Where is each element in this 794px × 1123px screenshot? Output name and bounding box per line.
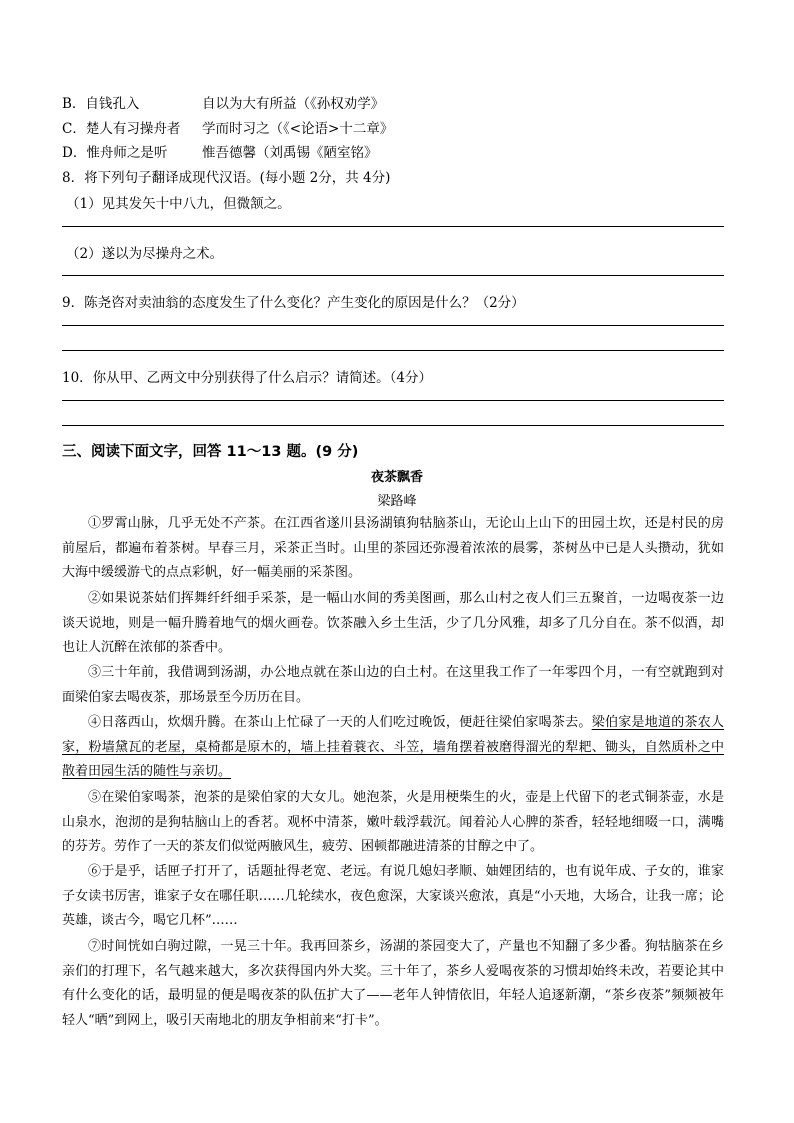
question-8-1: （1）见其发矢十中八九，但微颔之。 (66, 196, 291, 212)
article-author: 梁路峰 (377, 494, 417, 509)
paragraph-1: ①罗霄山脉，几乎无处不产茶。在江西省遂川县汤湖镇狗牯脑茶山，无论山上山下的田园土坎，还是村民的房前屋后，都遍布着茶树。早春三月，采茶正当时。山里的茶园还弥漫着浓浓的晨雾，茶树丛中已是人头攒动，犹如大海中缓缓游弋的点点彩帆，好一幅美丽的采茶图。 (62, 516, 724, 580)
question-10: 10．你从甲、乙两文中分别获得了什么启示？请简述。（4分） (62, 370, 433, 386)
paragraph-6: ⑥于是乎，话匣子打开了，话题扯得老宽、老远。有说几媳妇孝顺、妯娌团结的，也有说年成、子女的，谁家子女读书厉害，谁家子女在哪任职……几轮续水，夜色愈深，大家谈兴愈浓，真是“小天地，大场合，让我一席；论英雄，谈古今，喝它几杯”…… (62, 864, 724, 928)
paragraph-3: ③三十年前，我借调到汤湖，办公地点就在茶山边的白土村。在这里我工作了一年零四个月，一有空就跑到对面梁伯家去喝夜茶，那场景至今历历在目。 (62, 665, 724, 705)
answer-line[interactable] (62, 350, 724, 351)
underlined-sentence: 梁伯家是地道的茶农人家，粉墙黛瓦的老屋，桌椅都是原木的，墙上挂着蓑衣、斗笠，墙角摆着被磨得溜光的犁耙、锄头，自然质朴之中散着田园生活的随性与亲切。 (62, 715, 724, 779)
option-c (62, 117, 393, 137)
answer-line[interactable] (62, 425, 724, 426)
paragraph-2: ②如果说茶姑们挥舞纤纤细手采茶，是一幅山水间的秀美图画，那么山村之夜人们三五聚首，一边喝夜茶一边谈天说地，则是一幅升腾着地气的烟火画卷。饮茶融入乡土生活，少了几分风雅，却多了几分自在。茶不似酒，却也让人沉醉在浓郁的茶香中。 (62, 591, 724, 655)
section-heading: 三、阅读下面文字，回答 11～13 题。(9 分) (62, 444, 359, 460)
option-d-left: D．惟舟师之是听 (62, 145, 168, 161)
option-d-right: 惟吾德馨（刘禹锡《陋室铭》 (202, 145, 378, 161)
option-b (62, 92, 384, 112)
paragraph-4-text: ④日落西山，炊烟升腾。在茶山上忙碌了一天的人们吃过晚饭，便赶往梁伯家喝茶去。 (88, 715, 592, 730)
question-8: 8．将下列句子翻译成现代汉语。(每小题 2分，共 4分) (62, 170, 391, 186)
question-8-2: （2）遂以为尽操舟之术。 (66, 246, 224, 262)
paragraph-4 (62, 711, 724, 785)
article-title: 夜茶飘香 (370, 470, 423, 485)
option-b-left: B．自钱孔入 (62, 96, 140, 112)
question-9: 9．陈尧咨对卖油翁的态度发生了什么变化？产生变化的原因是什么？（2分） (62, 295, 525, 311)
paragraph-5: ⑤在梁伯家喝茶，泡茶的是梁伯家的大女儿。她泡茶，火是用梗柴生的火，壶是上代留下的老式铜茶壶，水是山泉水，泡沏的是狗牯脑山上的香茗。观杯中清茶，嫩叶载浮载沉。闻着沁人心脾的茶香，轻轻地细啜一口，满嘴的芬芳。劳作了一天的茶友们似觉两腋风生，疲劳、困顿都融进清茶的甘醇之中了。 (62, 790, 724, 854)
answer-line[interactable] (62, 400, 724, 401)
option-b-right: 自以为大有所益（《孙权劝学》 (202, 96, 385, 112)
answer-line[interactable] (62, 275, 724, 276)
answer-line[interactable] (62, 226, 724, 227)
option-c-left: C．楚人有习操舟者 (62, 121, 181, 137)
paragraph-7: ⑦时间恍如白驹过隙，一晃三十年。我再回茶乡，汤湖的茶园变大了，产量也不知翻了多少番。狗牯脑茶在乡亲们的打理下，名气越来越大，多次获得国内外大奖。三十年了，茶乡人爱喝夜茶的习惯却始终未改，若要论其中有什么变化的话，最明显的便是喝夜茶的队伍扩大了——老年人钟情依旧，年轻人追逐新潮，“茶乡夜茶”频频被年轻人“晒”到网上，吸引天南地北的朋友争相前来“打卡”。 (62, 939, 724, 1028)
option-d (62, 141, 378, 161)
option-c-right: 学而时习之（《<论语>十二章》 (202, 121, 394, 137)
answer-line[interactable] (62, 325, 724, 326)
